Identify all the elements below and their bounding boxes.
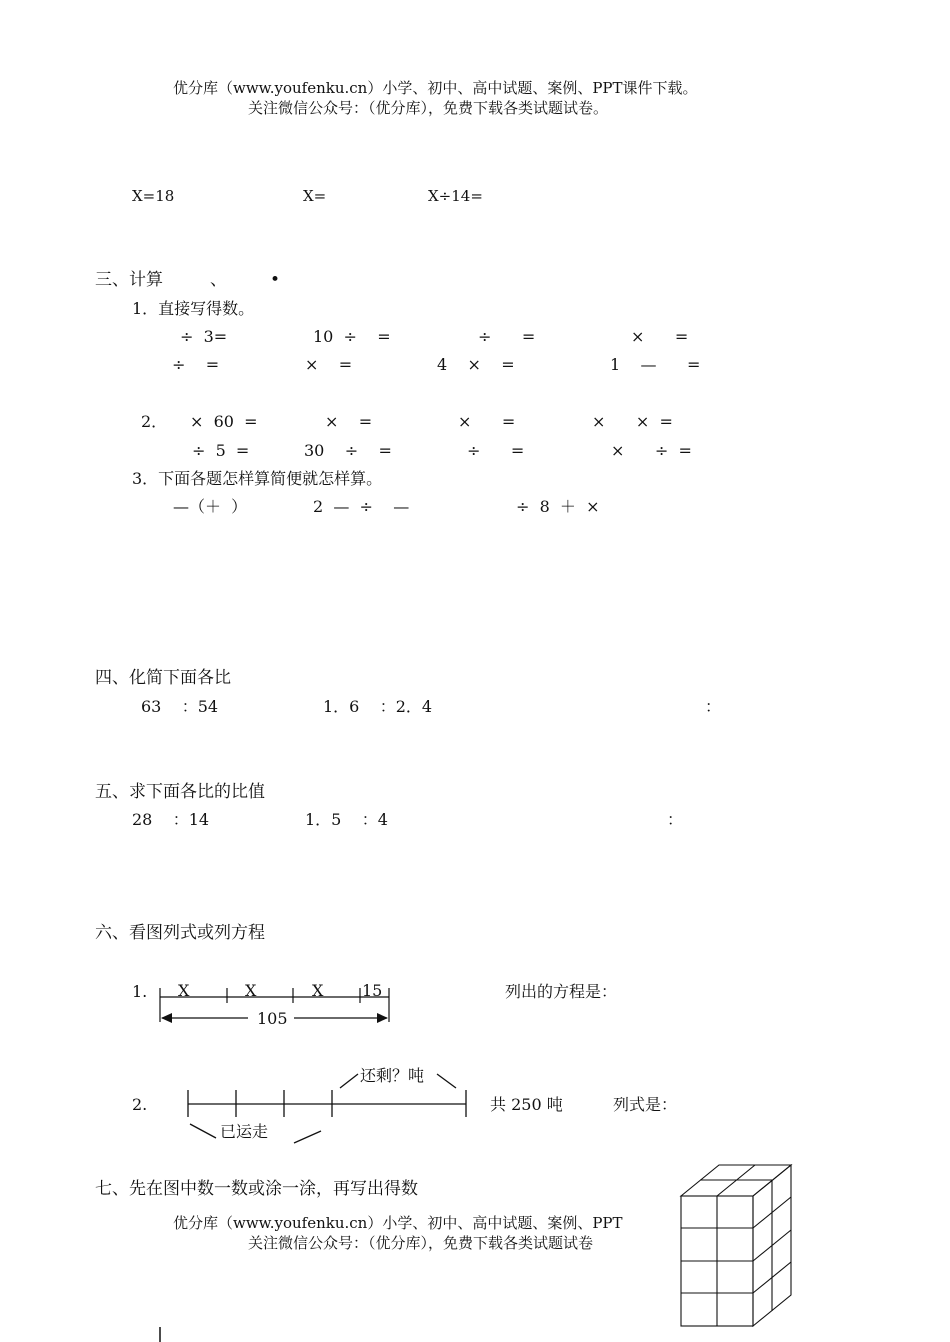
calc-r3c1: × 60 = <box>190 412 258 431</box>
q2-line-diagram <box>188 1074 466 1143</box>
header-line-2: 关注微信公众号：（优分库），免费下载各类试题试卷。 <box>248 99 609 117</box>
calc-r2c4: 1 — = <box>610 355 701 374</box>
section-3-title-dot: • <box>270 270 281 290</box>
calc-r4c1: ÷ 5 = <box>192 441 250 460</box>
header-line-1: 优分库（www.youfenku.cn）小学、初中、高中试题、案例、PPT课件下载。 <box>173 79 698 97</box>
calc-r4c3: ÷ = <box>467 441 525 460</box>
q1-label: 1. <box>132 982 148 1001</box>
section-7-title: 七、先在图中数一数或涂一涂，再写出得数 <box>95 1179 418 1199</box>
footer-line-2: 关注微信公众号：（优分库），免费下载各类试题试卷 <box>248 1234 594 1252</box>
q1-arrow-right <box>377 1013 388 1023</box>
calc-r1c4: × = <box>631 327 689 346</box>
equation-1: X=18 <box>132 187 175 205</box>
ratio-5-1: 28 ：14 <box>132 810 210 829</box>
calc-r2c1: ÷ = <box>172 355 220 374</box>
sub-question-1: 1．直接写得数。 <box>132 299 255 318</box>
calc-r5c3: ÷ 8 ＋ × <box>516 497 600 516</box>
sub-question-3: 3．下面各题怎样算简便就怎样算。 <box>132 469 383 488</box>
calc-r2c2: × = <box>305 355 353 374</box>
section-4-title: 四、化简下面各比 <box>95 668 231 688</box>
equation-2: X= <box>303 187 327 205</box>
q2-remaining-label: 还剩？吨 <box>360 1066 425 1085</box>
q1-segment-x2: X <box>245 981 257 1000</box>
calc-r3c3: × = <box>458 412 516 431</box>
calc-r3c2: × = <box>325 412 373 431</box>
section-5-title: 五、求下面各比的比值 <box>95 782 265 802</box>
q2-prompt: 列式是： <box>613 1095 678 1114</box>
q1-arrow-left <box>161 1013 172 1023</box>
calc-r4c2: 30 ÷ = <box>304 441 392 460</box>
calc-r5c1: —（＋ ） <box>173 497 248 516</box>
cube-grid-figure <box>681 1165 791 1326</box>
q2-transported-label: 已运走 <box>220 1122 269 1141</box>
q1-segment-15: 15 <box>362 981 383 1000</box>
calc-r3c4: × × = <box>592 412 673 431</box>
ratio-4-1: 63 ：54 <box>141 697 219 716</box>
calc-r2c3: 4 × = <box>437 355 515 374</box>
ratio-4-2: 1．6 ：2．4 <box>323 697 433 716</box>
sub-question-2-label: 2． <box>141 412 168 431</box>
equation-3: X÷14= <box>428 187 483 205</box>
calc-r5c2: 2 — ÷ — <box>313 497 410 516</box>
q1-prompt: 列出的方程是： <box>505 982 618 1001</box>
q2-label: 2. <box>132 1095 148 1114</box>
calc-r1c2: 10 ÷ = <box>313 327 391 346</box>
q1-line-diagram <box>160 988 389 1022</box>
q1-total-label: 105 <box>254 1009 291 1029</box>
calc-r1c1: ÷ 3= <box>180 327 228 346</box>
q1-segment-x1: X <box>178 981 190 1000</box>
q1-segment-x3: X <box>312 981 324 1000</box>
calc-r1c3: ÷ = <box>478 327 536 346</box>
section-3-title: 三、计算 <box>95 270 163 290</box>
ratio-5-3: ： <box>667 810 684 829</box>
calc-r4c4: × ÷ = <box>611 441 692 460</box>
section-3-title-extra: 、 <box>210 270 227 290</box>
ratio-4-3: ： <box>705 697 722 716</box>
ratio-5-2: 1．5 ：4 <box>305 810 388 829</box>
q2-total: 共 250 吨 <box>490 1095 563 1114</box>
footer-line-1: 优分库（www.youfenku.cn）小学、初中、高中试题、案例、PPT <box>173 1214 623 1232</box>
section-6-title: 六、看图列式或列方程 <box>95 923 265 943</box>
